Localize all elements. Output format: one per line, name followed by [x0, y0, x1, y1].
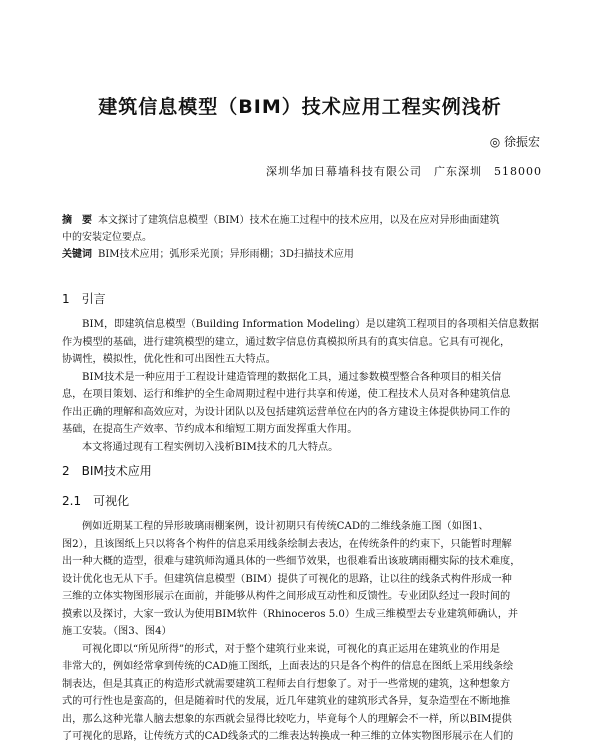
para-line: 制表达，但是其真正的构造形式就需要建筑工程师去自行想象了。对于一些常规的建筑，这种想象方 [62, 678, 511, 690]
keywords-label: 关键词 [62, 249, 92, 260]
para-line: 可视化即以“所见所得”的形式，对于整个建筑行业来说，可视化的真正运用在建筑业的作用是 [82, 643, 500, 655]
para-line: 作为模型的基础，进行建筑模型的建立，通过数字信息仿真模拟所具有的真实信息。它具有可视化， [62, 336, 511, 348]
abstract-label: 摘 要 [62, 215, 92, 226]
subsection-heading: 2.1 可视化 [62, 494, 130, 508]
para-line: BIM技术是一种应用于工程设计建造管理的数据化工具，通过参数模型整合各种项目的相关信 [82, 371, 502, 383]
paragraph [62, 518, 540, 746]
para-line: 设计优化也无从下手。但建筑信息模型（BIM）提供了可视化的思路，让以往的线条式构件形成一种 [62, 573, 512, 585]
section-heading: 2 BIM技术应用 [62, 464, 152, 478]
keywords-text: BIM技术应用；弧形采光顶；异形雨棚；3D扫描技术应用 [98, 249, 354, 260]
paragraph [62, 316, 540, 456]
para-line: 非常大的，例如经常拿到传统的CAD施工图纸，上面表达的只是各个构件的信息在图纸上采用线条绘 [62, 661, 514, 672]
para-line: 作出正确的理解和高效应对，为设计团队以及包括建筑运营单位在内的各方建设主体提供协同工作的 [62, 406, 511, 418]
abstract-text: 本文探讨了建筑信息模型（BIM）技术在施工过程中的技术应用，以及在应对异形曲面建筑 [98, 215, 500, 226]
section-heading: 1 引言 [62, 292, 106, 306]
paper-title: 建筑信息模型（BIM）技术应用工程实例浅析 [98, 96, 502, 118]
para-line: 式的可行性也是蛮高的，但是随着时代的发展，近几年建筑业的建筑形式各异，复杂造型在不断地推 [62, 696, 511, 707]
para-line: 例如近期某工程的异形玻璃雨棚案例，设计初期只有传统CAD的二维线条施工图（如图1、 [82, 521, 489, 532]
para-line: BIM，即建筑信息模型（Building Information Modeling）是以建筑工程项目的各项相关信息数据 [82, 319, 539, 330]
para-line: 基础，在提高生产效率、节约成本和缩短工期方面发挥重大作用。 [62, 424, 358, 435]
para-line: 本文将通过现有工程实例切入浅析BIM技术的几大特点。 [82, 441, 339, 453]
para-line: 息，在项目策划、运行和维护的全生命周期过程中进行共享和传递，使工程技术人员对各种建筑信息 [62, 389, 511, 400]
abstract-line: 中的安装定位要点。 [62, 232, 152, 243]
author-name: ◎ 徐振宏 [489, 135, 540, 149]
para-line: 协调性，模拟性，优化性和可出图性五大特点。 [62, 354, 276, 365]
abstract-line [62, 212, 500, 229]
para-line: 摸索以及探讨，大家一致认为使用BIM软件（Rhinoceros 5.0）生成三维模型去专业建筑师确认，并 [62, 608, 519, 620]
para-line: 了可视化的思路，让传统方式的CAD线条式的二维表达转换成一种三维的立体实物图形展示在人们的 [62, 731, 514, 742]
para-line: 施工安装。（图3、图4） [62, 626, 172, 637]
para-line: 出，那么这种光靠人脑去想象的东西就会显得比较吃力，毕竟每个人的理解会不一样，所以BIM提供 [62, 713, 512, 725]
para-line: 出一种大概的造型，很难与建筑师沟通具体的一些细节效果，也很难看出该玻璃雨棚实际的技术难度， [62, 556, 521, 567]
author-affiliation: 深圳华加日幕墙科技有限公司 广东深圳 518000 [266, 165, 542, 178]
keywords-line [62, 246, 354, 263]
para-line: 图2），且该图纸上只以将各个构件的信息采用线条绘制去表达，在传统条件的约束下，只能暂时理解 [62, 538, 512, 550]
para-line: 三维的立体实物图形展示在面前，并能够从构件之间形成互动性和反馈性。专业团队经过一段时间的 [62, 591, 511, 602]
